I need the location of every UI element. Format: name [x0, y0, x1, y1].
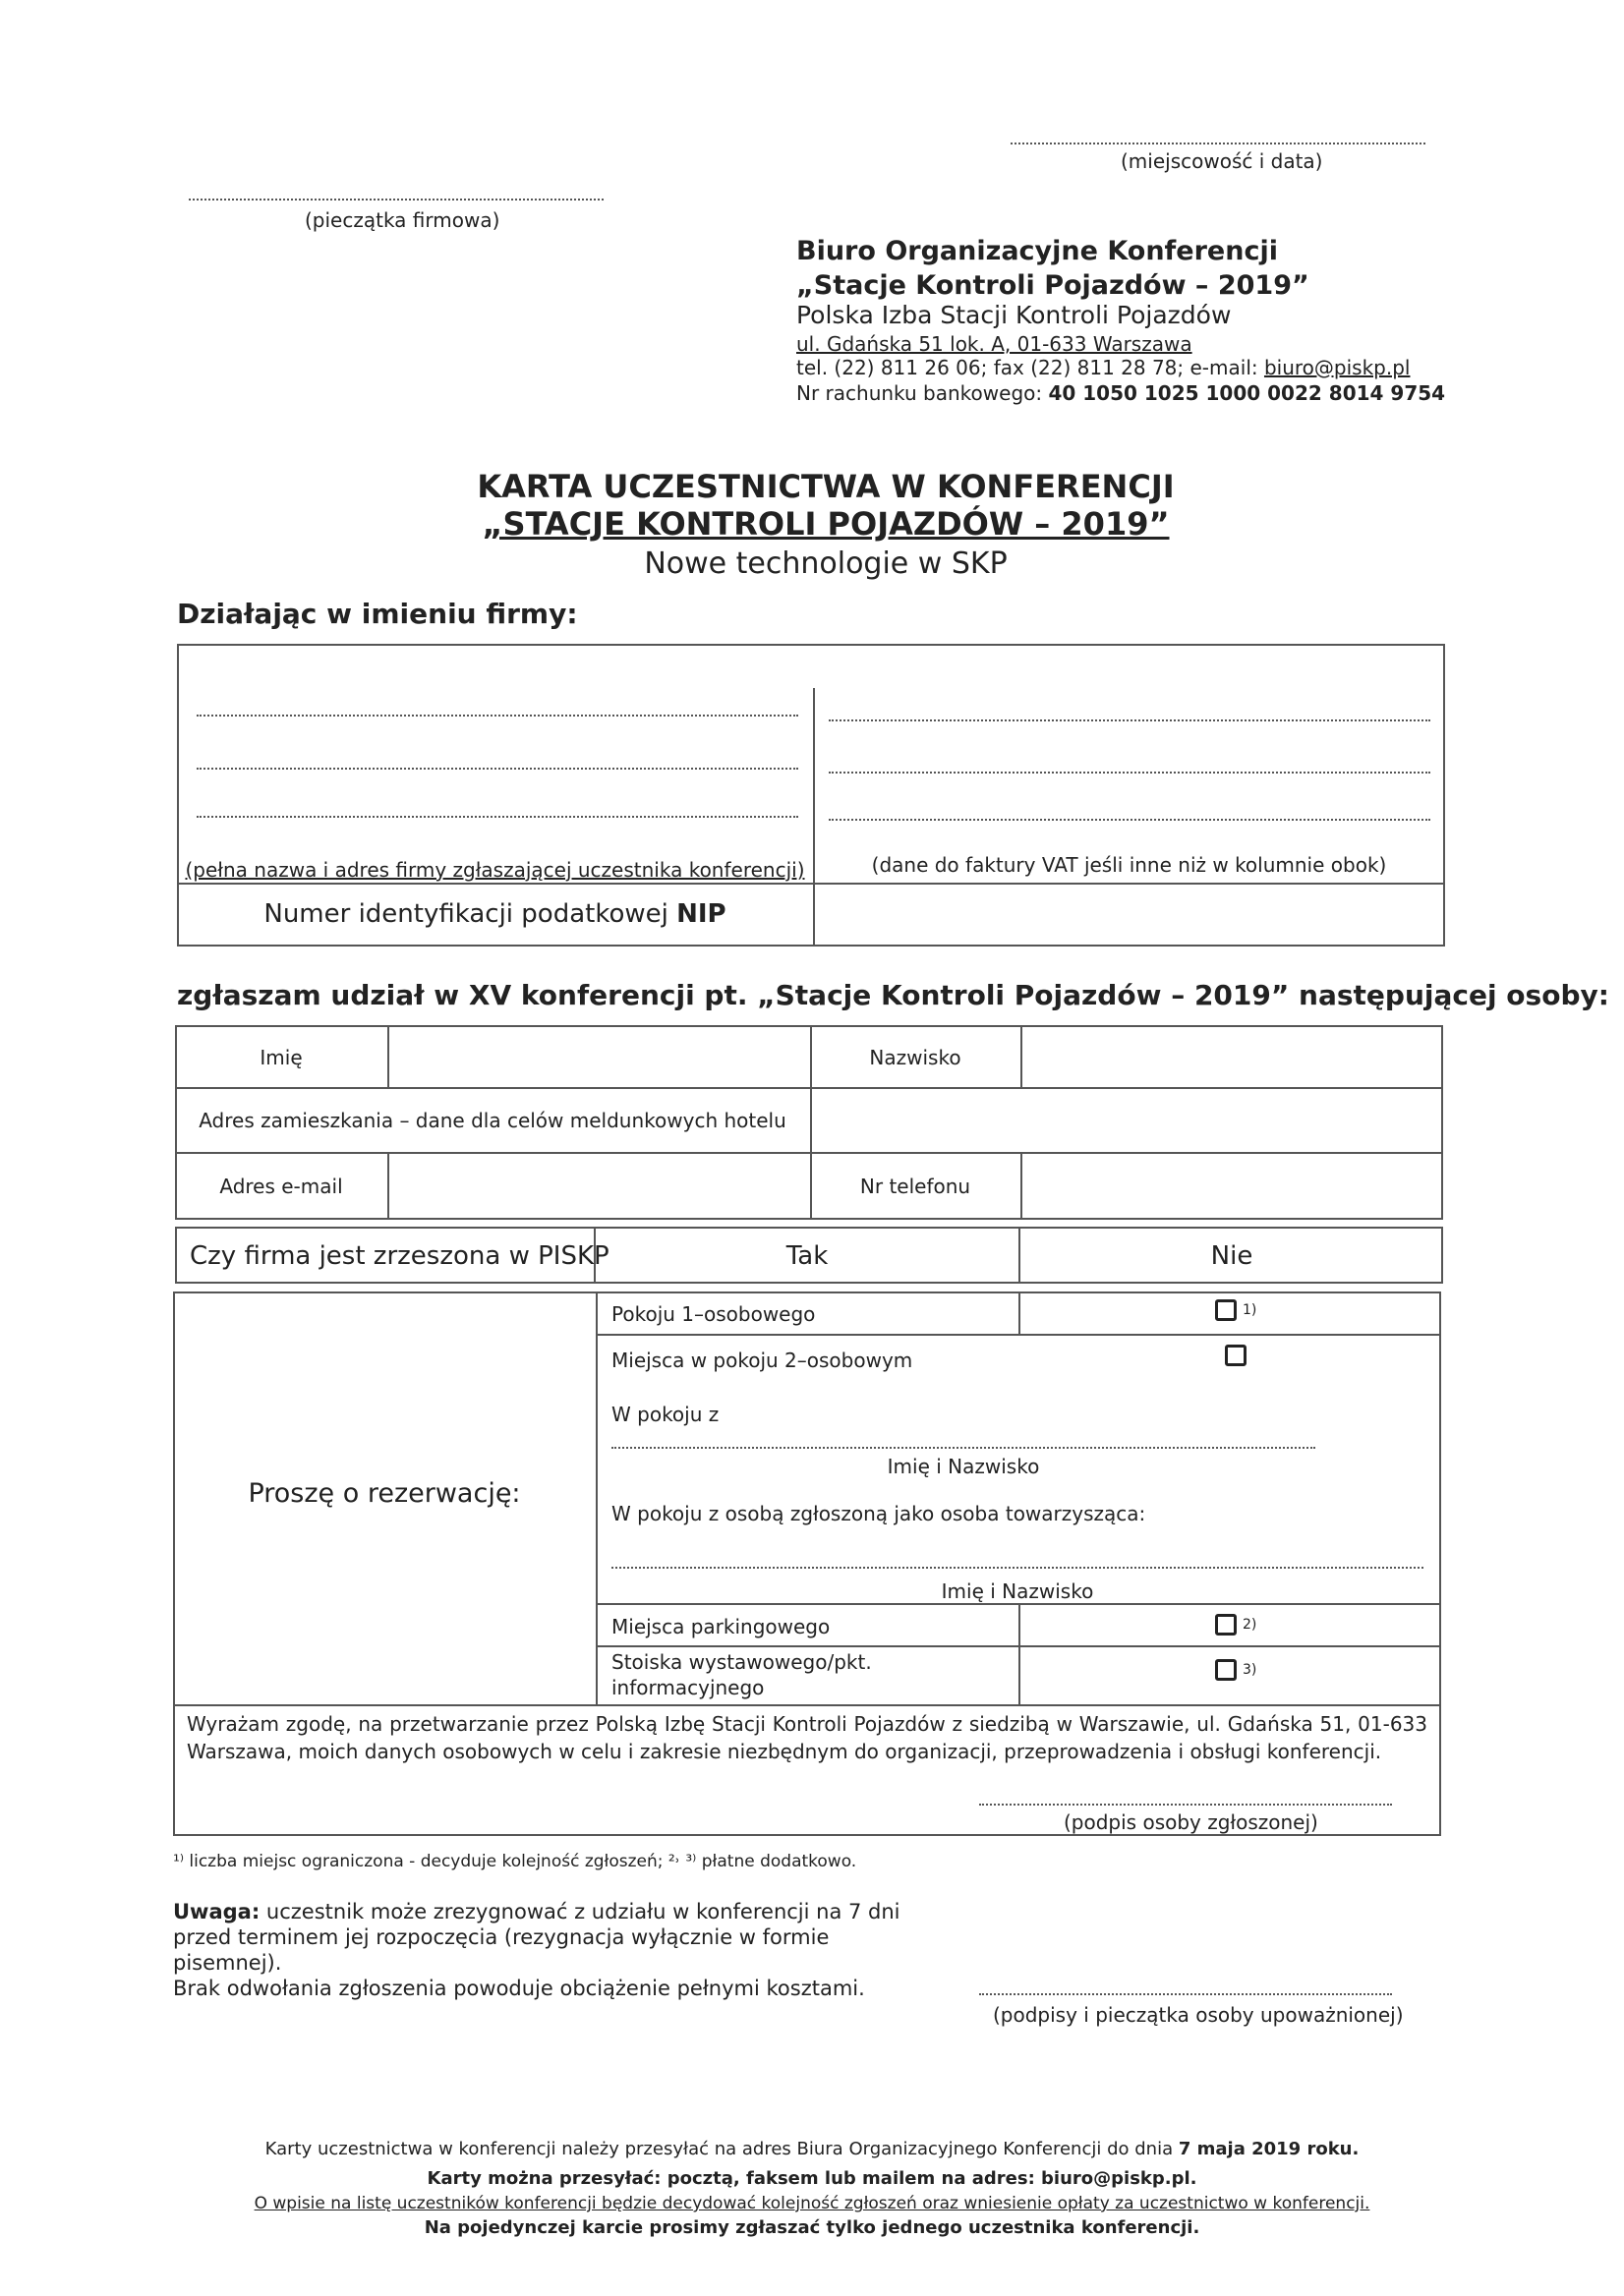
stamp-label: (pieczątka firmowa) [305, 208, 500, 232]
invoice-data-line-2[interactable] [829, 772, 1430, 774]
nip-label: Numer identyfikacji podatkowej NIP [263, 899, 726, 929]
participant-signature-line[interactable] [979, 1804, 1392, 1806]
email-input[interactable] [391, 1156, 806, 1217]
one-participant-note: Na pojedynczej karcie prosimy zgłaszać tylko jednego uczestnika konferencji. [424, 2217, 1200, 2238]
organizer-name: Polska Izba Stacji Kontroli Pojazdów [796, 301, 1232, 329]
organizer-title: Biuro Organizacyjne Konferencji „Stacje Kontroli Pojazdów – 2019” [796, 236, 1309, 301]
organizer-email-link[interactable]: biuro@piskp.pl [1263, 356, 1411, 379]
authorized-signature-line[interactable] [979, 1993, 1392, 1995]
form-title: KARTA UCZESTNICTWA W KONFERENCJI [477, 468, 1175, 505]
organizer-contact: tel. (22) 811 26 06; fax (22) 811 28 78; e-mail: biuro@piskp.pl [796, 356, 1411, 379]
single-room-label: Pokoju 1–osobowego [611, 1302, 816, 1326]
stand-label: Stoiska wystawowego/pkt. informacyjnego [611, 1650, 872, 1699]
organizer-address: ul. Gdańska 51 lok. A, 01-633 Warszawa [796, 332, 1192, 356]
stamp-line[interactable] [189, 199, 604, 201]
cancellation-warning: Uwaga: uczestnik może zrezygnować z udziału w konferencji na 7 dni przed terminem jej rozpoczęcia (rezygnacja wyłącznie w formie pisemnej). Brak odwołania zgłoszenia powoduje obciążenie pełnymi kosztami. [173, 1900, 900, 2000]
first-name-label: Imię [260, 1046, 303, 1069]
parking-label: Miejsca parkingowego [611, 1615, 831, 1638]
companion-room-label: W pokoju z osobą zgłoszoną jako osoba towarzysząca: [611, 1502, 1146, 1525]
organizer-bank: Nr rachunku bankowego: 40 1050 1025 1000 0022 8014 9754 [796, 381, 1446, 405]
participant-intro: zgłaszam udział w XV konferencji pt. „Stacje Kontroli Pojazdów – 2019” następującej osoby: [177, 979, 1609, 1011]
phone-input[interactable] [1024, 1156, 1439, 1217]
membership-no-option[interactable]: Nie [1210, 1241, 1253, 1271]
bank-account-number: 40 1050 1025 1000 0022 8014 9754 [1048, 381, 1446, 405]
submission-deadline: Karty uczestnictwa w konferencji należy przesyłać na adres Biura Organizacyjnego Konferencji do dnia 7 maja 2019 roku. [264, 2139, 1360, 2159]
place-date-label: (miejscowość i data) [1121, 149, 1323, 173]
acting-on-behalf-label: Działając w imieniu firmy: [177, 598, 578, 630]
company-name-line-3[interactable] [197, 816, 798, 818]
double-room-label: Miejsca w pokoju 2–osobowym [611, 1349, 913, 1372]
invoice-caption: (dane do faktury VAT jeśli inne niż w kolumnie obok) [871, 853, 1387, 877]
last-name-input[interactable] [1024, 1029, 1439, 1084]
form-theme: Nowe technologie w SKP [644, 546, 1008, 581]
parking-note: 2) [1243, 1617, 1257, 1633]
invoice-data-line-1[interactable] [829, 719, 1430, 721]
form-subtitle: „STACJE KONTROLI POJAZDÓW – 2019” [482, 505, 1170, 543]
last-name-label: Nazwisko [869, 1046, 961, 1069]
companion-name-input[interactable] [611, 1567, 1423, 1569]
nip-input[interactable] [816, 887, 1441, 944]
single-room-checkbox[interactable] [1215, 1299, 1237, 1321]
parking-checkbox[interactable] [1215, 1614, 1237, 1636]
authorized-signature-label: (podpisy i pieczątka osoby upoważnionej) [993, 2003, 1404, 2027]
double-room-checkbox[interactable] [1225, 1345, 1247, 1366]
invoice-data-line-3[interactable] [829, 819, 1430, 821]
address-label: Adres zamieszkania – dane dla celów meldunkowych hotelu [199, 1109, 786, 1132]
admission-rules: O wpisie na listę uczestników konferencji będzie decydować kolejność zgłoszeń oraz wniesienie opłaty za uczestnictwo w konferencji. [254, 2194, 1370, 2213]
email-label: Adres e-mail [219, 1175, 343, 1198]
stand-checkbox[interactable] [1215, 1659, 1237, 1681]
membership-yes-option[interactable]: Tak [785, 1241, 829, 1271]
address-input[interactable] [814, 1091, 1439, 1148]
submission-methods: Karty można przesyłać: pocztą, faksem lub mailem na adres: biuro@piskp.pl. [427, 2168, 1197, 2189]
first-name-input[interactable] [391, 1029, 806, 1084]
company-name-line-1[interactable] [197, 715, 798, 717]
room-with-label: W pokoju z [611, 1403, 720, 1426]
company-name-line-2[interactable] [197, 768, 798, 770]
reservation-label: Proszę o rezerwację: [248, 1478, 521, 1509]
single-room-note: 1) [1243, 1302, 1257, 1318]
participant-signature-label: (podpis osoby zgłoszonej) [1064, 1810, 1318, 1834]
footnote-text: ¹⁾ liczba miejsc ograniczona - decyduje kolejność zgłoszeń; ²˒ ³⁾ płatne dodatkowo. [173, 1852, 857, 1871]
place-date-line[interactable] [1011, 143, 1425, 144]
room-with-name-caption: Imię i Nazwisko [887, 1455, 1040, 1478]
companion-name-caption: Imię i Nazwisko [941, 1579, 1094, 1603]
stand-note: 3) [1243, 1662, 1257, 1678]
consent-text: Wyrażam zgodę, na przetwarzanie przez Polską Izbę Stacji Kontroli Pojazdów z siedzibą w Warszawie, ul. Gdańska 51, 01-633 Warszawa, moich danych osobowych w celu i zakresie niezbędnym do organizacji, przeprowadzenia i obsługi konferencji. [187, 1712, 1427, 1763]
room-with-name-input[interactable] [611, 1447, 1315, 1449]
phone-label: Nr telefonu [859, 1175, 971, 1198]
membership-question: Czy firma jest zrzeszona w PISKP [190, 1241, 609, 1271]
company-caption: (pełna nazwa i adres firmy zgłaszającej uczestnika konferencji) [185, 858, 805, 882]
